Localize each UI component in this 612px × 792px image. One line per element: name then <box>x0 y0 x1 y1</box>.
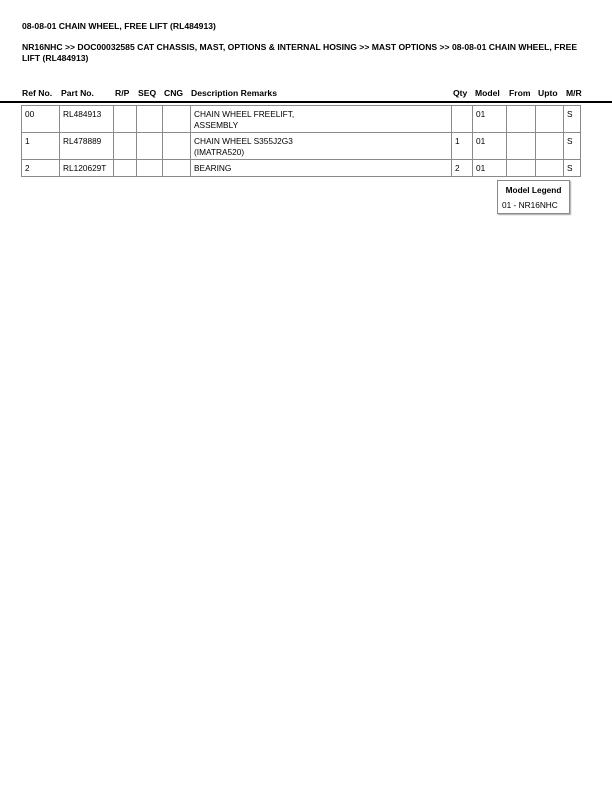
cell-qty: 2 <box>452 160 473 177</box>
description-line: CHAIN WHEEL FREELIFT, <box>194 109 295 119</box>
cell-description <box>191 133 452 160</box>
cell-from <box>507 106 536 133</box>
table-row[interactable] <box>22 133 581 160</box>
cell-model: 01 <box>473 133 507 160</box>
cell-description <box>191 160 452 177</box>
cell-cng <box>163 133 191 160</box>
cell-seq <box>137 133 163 160</box>
cell-ref-no: 00 <box>22 106 60 133</box>
description-line: ASSEMBLY <box>194 119 239 130</box>
header-upto: Upto <box>538 88 558 98</box>
legend-item: 01 - NR16NHC <box>502 200 558 210</box>
cell-part-no: RL478889 <box>60 133 114 160</box>
legend-title: Model Legend <box>505 185 562 195</box>
description-line: BEARING <box>194 163 232 173</box>
header-divider <box>0 101 612 103</box>
cell-description <box>191 106 452 133</box>
cell-ref-no: 1 <box>22 133 60 160</box>
header-mr: M/R <box>566 88 582 98</box>
cell-mr: S <box>564 133 581 160</box>
cell-model: 01 <box>473 106 507 133</box>
description-line: CHAIN WHEEL S355J2G3 <box>194 136 293 146</box>
cell-cng <box>163 106 191 133</box>
cell-mr: S <box>564 106 581 133</box>
cell-seq <box>137 160 163 177</box>
header-cng: CNG <box>164 88 184 98</box>
cell-model: 01 <box>473 160 507 177</box>
header-from: From <box>509 88 531 98</box>
table-row[interactable] <box>22 160 581 177</box>
cell-part-no: RL484913 <box>60 106 114 133</box>
table-row[interactable] <box>22 106 581 133</box>
model-legend <box>497 180 570 214</box>
cell-from <box>507 133 536 160</box>
cell-qty <box>452 106 473 133</box>
table-header <box>0 88 612 100</box>
header-part-no: Part No. <box>61 88 94 98</box>
cell-upto <box>536 160 564 177</box>
header-ref-no: Ref No. <box>22 88 53 98</box>
header-qty: Qty <box>453 88 468 98</box>
cell-seq <box>137 106 163 133</box>
header-description: Description Remarks <box>191 88 277 98</box>
header-model: Model <box>475 88 500 98</box>
cell-cng <box>163 160 191 177</box>
description-line: (IMATRA520) <box>194 146 245 157</box>
cell-rp <box>114 133 137 160</box>
cell-upto <box>536 106 564 133</box>
header-seq: SEQ <box>138 88 157 98</box>
page-title: 08-08-01 CHAIN WHEEL, FREE LIFT (RL484913) <box>22 21 216 31</box>
cell-ref-no: 2 <box>22 160 60 177</box>
cell-part-no: RL120629T <box>60 160 114 177</box>
cell-rp <box>114 160 137 177</box>
cell-upto <box>536 133 564 160</box>
cell-qty: 1 <box>452 133 473 160</box>
breadcrumb: NR16NHC >> DOC00032585 CAT CHASSIS, MAST, OPTIONS & INTERNAL HOSING >> MAST OPTIONS >> 08-08-01 CHAIN WHEEL, FREE LIFT (RL484913) <box>22 42 578 63</box>
header-rp: R/P <box>115 88 130 98</box>
cell-from <box>507 160 536 177</box>
parts-table <box>21 105 581 177</box>
cell-rp <box>114 106 137 133</box>
cell-mr: S <box>564 160 581 177</box>
